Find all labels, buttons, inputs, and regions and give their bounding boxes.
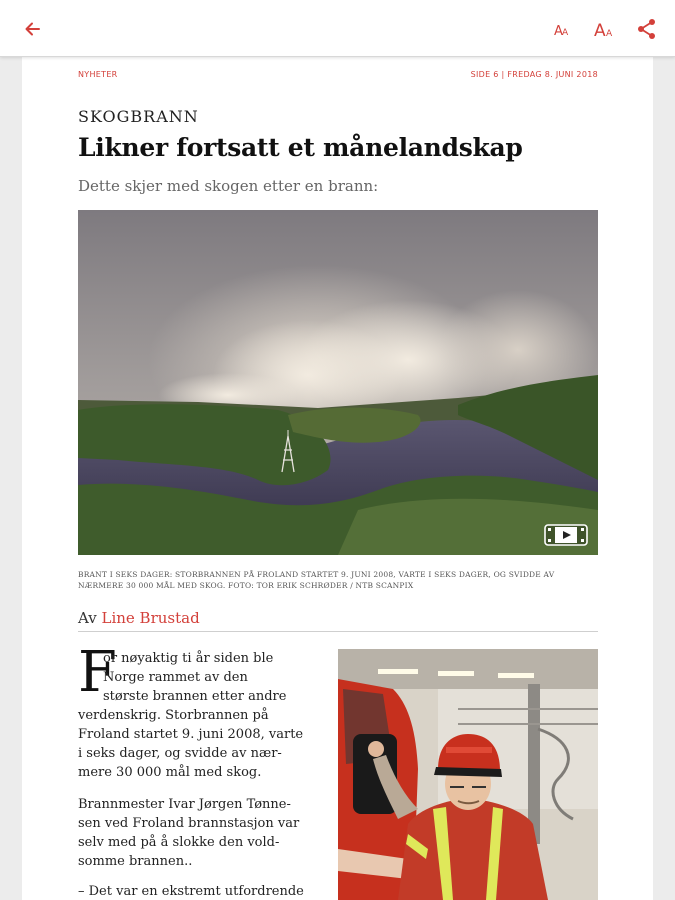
video-play-button[interactable] <box>544 523 588 547</box>
text-line: i seks dager, og svidde av nær- <box>78 746 282 761</box>
hero-image[interactable] <box>78 210 598 555</box>
article-page <box>22 57 653 900</box>
firefighter-image <box>338 649 598 900</box>
svg-text:A: A <box>562 28 569 38</box>
increase-font-button[interactable] <box>590 14 620 44</box>
page-info: SIDE 6 | FREDAG 8. JUNI 2018 <box>470 70 598 79</box>
app-toolbar <box>0 0 675 57</box>
svg-text:A: A <box>606 29 613 39</box>
text-line: Norge rammet av den <box>103 670 248 685</box>
video-play-icon <box>544 523 588 547</box>
section-label: NYHETER <box>78 70 118 79</box>
paragraph <box>78 882 323 900</box>
text-line: Brannmester Ivar Jørgen Tønne- <box>78 797 291 812</box>
text-line: mere 30 000 mål med skog. <box>78 765 262 780</box>
text-line: Froland startet 9. juni 2008, varte <box>78 727 304 742</box>
drop-cap: F <box>78 640 117 705</box>
decrease-font-button[interactable] <box>549 14 579 44</box>
font-size-small-icon <box>549 14 579 44</box>
forest-fire-photo <box>78 210 598 555</box>
text-line: største brannen etter andre <box>103 689 287 704</box>
firefighter-photo[interactable] <box>338 649 598 900</box>
font-size-large-icon <box>590 14 620 44</box>
article-kicker: SKOGBRANN <box>78 107 199 126</box>
share-button[interactable] <box>632 14 662 44</box>
share-icon <box>632 14 662 44</box>
paragraph <box>78 795 323 871</box>
arrow-left-icon <box>18 14 48 44</box>
article-subheadline: Dette skjer med skogen etter en brann: <box>78 177 379 195</box>
image-caption <box>78 569 598 591</box>
caption-line: NÆRMERE 30 000 MÅL MED SKOG. FOTO: TOR ERIK SCHRØDER / NTB SCANPIX <box>78 581 414 590</box>
svg-text:A: A <box>594 21 606 41</box>
back-button[interactable] <box>18 14 48 44</box>
text-line: somme brannen.. <box>78 854 193 869</box>
caption-line: BRANT I SEKS DAGER: STORBRANNEN PÅ FROLAND STARTET 9. JUNI 2008, VARTE I SEKS DAGER, OG SVIDDE AV <box>78 570 555 579</box>
text-line: sen ved Froland brannstasjon var <box>78 816 300 831</box>
text-line: verdenskrig. Storbrannen på <box>78 708 269 723</box>
article-meta <box>78 70 598 79</box>
text-line: – Det var en ekstremt utfordrende <box>78 884 304 899</box>
text-line: or nøyaktig ti år siden ble <box>103 651 274 666</box>
article-body <box>78 640 323 900</box>
byline <box>78 609 598 632</box>
svg-text:A: A <box>554 24 563 39</box>
byline-prefix: Av <box>78 609 97 627</box>
article-headline: Likner fortsatt et månelandskap <box>78 133 523 162</box>
text-line: selv med på å slokke den vold- <box>78 835 280 850</box>
author-link[interactable]: Line Brustad <box>101 609 200 627</box>
paragraph <box>78 640 323 782</box>
